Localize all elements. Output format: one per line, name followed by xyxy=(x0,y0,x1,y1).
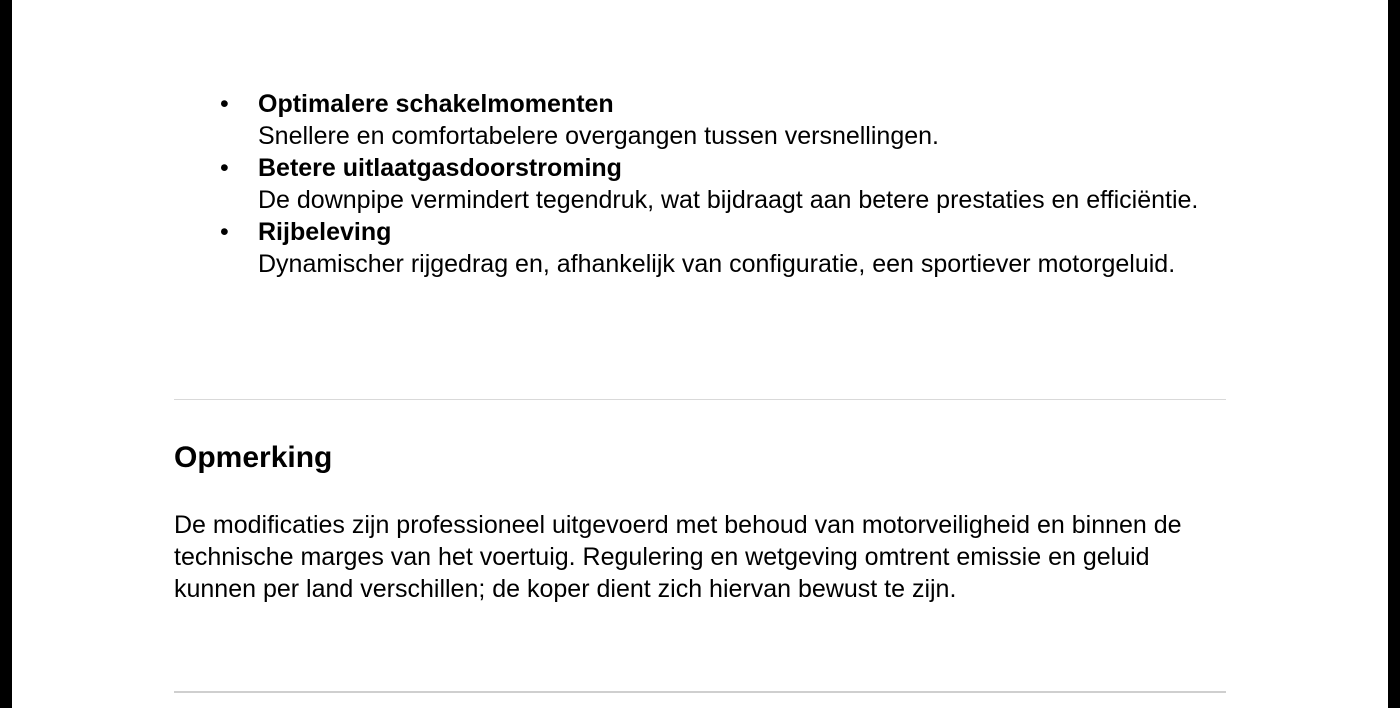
list-item xyxy=(174,88,1226,152)
document-page xyxy=(12,0,1388,708)
remark-heading: Opmerking xyxy=(174,441,333,474)
feature-title: Optimalere schakelmomenten xyxy=(258,90,614,118)
bullet-icon: • xyxy=(220,154,229,182)
feature-title: Rijbeleving xyxy=(258,218,392,246)
list-item xyxy=(174,216,1226,280)
feature-list xyxy=(174,88,1226,280)
feature-title: Betere uitlaatgasdoorstroming xyxy=(258,154,622,182)
section-divider xyxy=(174,399,1226,400)
feature-description: Snellere en comfortabelere overgangen tussen versnellingen. xyxy=(258,122,939,150)
remark-paragraph: De modificaties zijn professioneel uitgevoerd met behoud van motorveiligheid en binnen de technische marges van het voertuig. Regulering en wetgeving omtrent emissie en geluid kunnen per land verschillen; de koper dient zich hiervan bewust te zijn. xyxy=(174,511,1182,603)
feature-description: Dynamischer rijgedrag en, afhankelijk van configuratie, een sportiever motorgeluid. xyxy=(258,250,1176,278)
feature-description: De downpipe vermindert tegendruk, wat bijdraagt aan betere prestaties en efficiëntie. xyxy=(258,186,1199,214)
bullet-icon: • xyxy=(220,218,229,246)
bullet-icon: • xyxy=(220,90,229,118)
section-divider-bottom xyxy=(174,691,1226,693)
list-item xyxy=(174,152,1226,216)
